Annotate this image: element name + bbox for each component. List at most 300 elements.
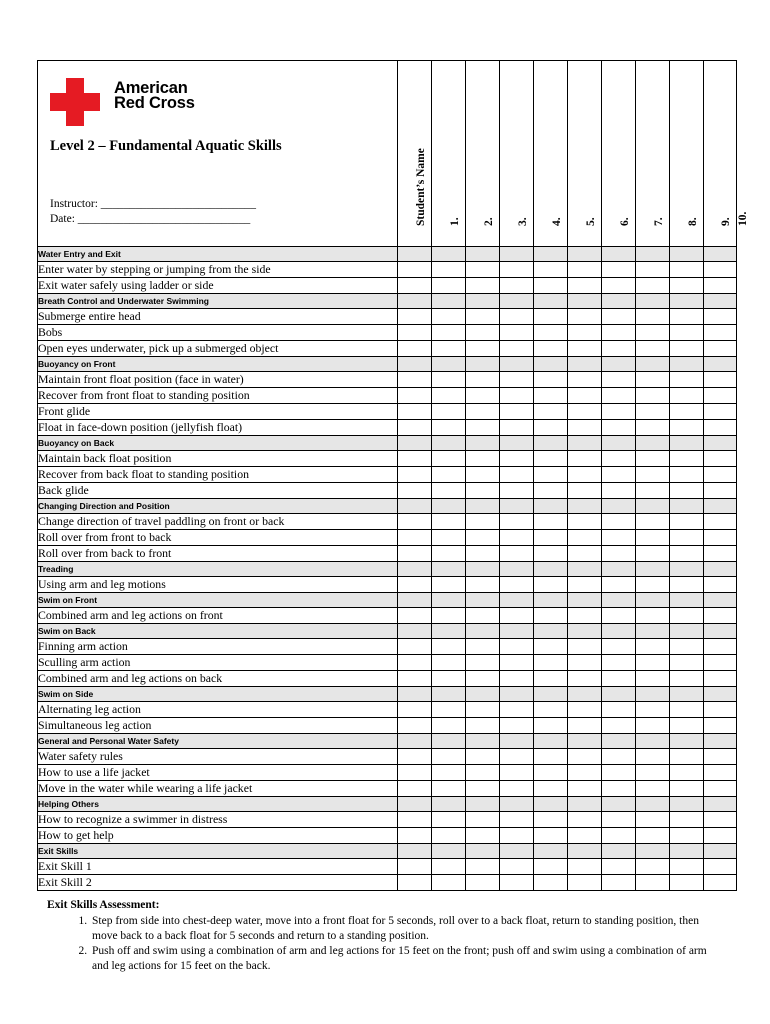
checkbox-cell[interactable] (500, 483, 534, 499)
checkbox-cell[interactable] (398, 420, 432, 436)
checkbox-cell[interactable] (568, 781, 602, 797)
checkbox-cell[interactable] (534, 404, 568, 420)
checkbox-cell[interactable] (602, 859, 636, 875)
checkbox-cell[interactable] (636, 467, 670, 483)
section-cell (534, 797, 568, 812)
checkbox-cell[interactable] (432, 608, 466, 624)
checkbox-cell[interactable] (534, 812, 568, 828)
skill-label: How to use a life jacket (38, 765, 398, 781)
checkbox-cell[interactable] (432, 639, 466, 655)
checkbox-cell[interactable] (500, 608, 534, 624)
section-cell (398, 436, 432, 451)
checkbox-cell[interactable] (466, 404, 500, 420)
checkbox-cell[interactable] (398, 702, 432, 718)
checkbox-cell[interactable] (432, 577, 466, 593)
checkbox-cell[interactable] (500, 514, 534, 530)
checkbox-cell[interactable] (466, 718, 500, 734)
checkbox-cell[interactable] (602, 781, 636, 797)
checkbox-cell[interactable] (534, 749, 568, 765)
checkbox-cell[interactable] (534, 765, 568, 781)
checkbox-cell[interactable] (534, 451, 568, 467)
checkbox-cell[interactable] (466, 671, 500, 687)
checkbox-cell[interactable] (466, 514, 500, 530)
checkbox-cell[interactable] (534, 278, 568, 294)
checkbox-cell[interactable] (534, 671, 568, 687)
checkbox-cell[interactable] (636, 341, 670, 357)
checkbox-cell[interactable] (636, 781, 670, 797)
checkbox-cell[interactable] (466, 875, 500, 891)
checkbox-cell[interactable] (466, 278, 500, 294)
checkbox-cell[interactable] (466, 859, 500, 875)
checkbox-cell[interactable] (704, 655, 737, 671)
checkbox-cell[interactable] (602, 828, 636, 844)
checkbox-cell[interactable] (432, 388, 466, 404)
checkbox-cell[interactable] (398, 404, 432, 420)
checkbox-cell[interactable] (398, 483, 432, 499)
checkbox-cell[interactable] (432, 530, 466, 546)
checkbox-cell[interactable] (602, 765, 636, 781)
checkbox-cell[interactable] (568, 451, 602, 467)
checkbox-cell[interactable] (466, 608, 500, 624)
checkbox-cell[interactable] (432, 483, 466, 499)
checkbox-cell[interactable] (398, 262, 432, 278)
checkbox-cell[interactable] (398, 309, 432, 325)
checkbox-cell[interactable] (398, 749, 432, 765)
checkbox-cell[interactable] (704, 404, 737, 420)
checkbox-cell[interactable] (670, 388, 704, 404)
checkbox-cell[interactable] (466, 262, 500, 278)
checkbox-cell[interactable] (398, 765, 432, 781)
checkbox-cell[interactable] (534, 608, 568, 624)
checkbox-cell[interactable] (398, 577, 432, 593)
checkbox-cell[interactable] (670, 702, 704, 718)
checkbox-cell[interactable] (534, 859, 568, 875)
checkbox-cell[interactable] (568, 467, 602, 483)
checkbox-cell[interactable] (500, 388, 534, 404)
checkbox-cell[interactable] (670, 718, 704, 734)
checkbox-cell[interactable] (568, 420, 602, 436)
checkbox-cell[interactable] (534, 702, 568, 718)
checkbox-cell[interactable] (466, 530, 500, 546)
checkbox-cell[interactable] (432, 372, 466, 388)
checkbox-cell[interactable] (568, 530, 602, 546)
checkbox-cell[interactable] (704, 859, 737, 875)
checkbox-cell[interactable] (704, 420, 737, 436)
checkbox-cell[interactable] (568, 514, 602, 530)
checkbox-cell[interactable] (670, 467, 704, 483)
checkbox-cell[interactable] (636, 514, 670, 530)
checkbox-cell[interactable] (602, 608, 636, 624)
checkbox-cell[interactable] (670, 828, 704, 844)
checkbox-cell[interactable] (568, 828, 602, 844)
checkbox-cell[interactable] (466, 546, 500, 562)
checkbox-cell[interactable] (636, 404, 670, 420)
checkbox-cell[interactable] (432, 404, 466, 420)
checkbox-cell[interactable] (704, 467, 737, 483)
checkbox-cell[interactable] (568, 278, 602, 294)
checkbox-cell[interactable] (568, 341, 602, 357)
checkbox-cell[interactable] (534, 655, 568, 671)
checkbox-cell[interactable] (636, 325, 670, 341)
checkbox-cell[interactable] (636, 577, 670, 593)
checkbox-cell[interactable] (568, 546, 602, 562)
checkbox-cell[interactable] (432, 309, 466, 325)
skill-label: Combined arm and leg actions on front (38, 608, 398, 624)
checkbox-cell[interactable] (636, 483, 670, 499)
checkbox-cell[interactable] (636, 655, 670, 671)
checkbox-cell[interactable] (466, 388, 500, 404)
checkbox-cell[interactable] (398, 278, 432, 294)
checkbox-cell[interactable] (500, 655, 534, 671)
checkbox-cell[interactable] (432, 702, 466, 718)
checkbox-cell[interactable] (398, 828, 432, 844)
checkbox-cell[interactable] (568, 404, 602, 420)
checkbox-cell[interactable] (602, 309, 636, 325)
checkbox-cell[interactable] (398, 608, 432, 624)
checkbox-cell[interactable] (602, 451, 636, 467)
checkbox-cell[interactable] (534, 325, 568, 341)
checkbox-cell[interactable] (500, 671, 534, 687)
checkbox-cell[interactable] (568, 262, 602, 278)
assessment-item: 1. Step from side into chest-deep water, move into a front float for 5 seconds, roll over to a back float, return to standing position, then move back to a back float for 5 seconds and return to a standing position. (90, 914, 707, 944)
checkbox-cell[interactable] (500, 325, 534, 341)
checkbox-cell[interactable] (568, 875, 602, 891)
checkbox-cell[interactable] (398, 325, 432, 341)
checkbox-cell[interactable] (602, 655, 636, 671)
checkbox-cell[interactable] (636, 262, 670, 278)
checkbox-cell[interactable] (568, 372, 602, 388)
checkbox-cell[interactable] (704, 514, 737, 530)
checkbox-cell[interactable] (432, 671, 466, 687)
checkbox-cell[interactable] (602, 530, 636, 546)
checkbox-cell[interactable] (636, 812, 670, 828)
checkbox-cell[interactable] (636, 765, 670, 781)
checkbox-cell[interactable] (398, 859, 432, 875)
checkbox-cell[interactable] (568, 639, 602, 655)
checkbox-cell[interactable] (500, 828, 534, 844)
checkbox-cell[interactable] (670, 859, 704, 875)
checkbox-cell[interactable] (602, 483, 636, 499)
section-title: Breath Control and Underwater Swimming (38, 294, 398, 309)
checkbox-cell[interactable] (670, 341, 704, 357)
checkbox-cell[interactable] (500, 718, 534, 734)
checkbox-cell[interactable] (670, 325, 704, 341)
checkbox-cell[interactable] (636, 859, 670, 875)
checkbox-cell[interactable] (398, 639, 432, 655)
checkbox-cell[interactable] (432, 859, 466, 875)
checkbox-cell[interactable] (704, 530, 737, 546)
checkbox-cell[interactable] (568, 671, 602, 687)
section-cell (398, 247, 432, 262)
checkbox-cell[interactable] (534, 828, 568, 844)
checkbox-cell[interactable] (704, 639, 737, 655)
checkbox-cell[interactable] (432, 718, 466, 734)
checkbox-cell[interactable] (466, 639, 500, 655)
checkbox-cell[interactable] (704, 278, 737, 294)
checkbox-cell[interactable] (398, 671, 432, 687)
checkbox-cell[interactable] (670, 812, 704, 828)
checkbox-cell[interactable] (670, 639, 704, 655)
checkbox-cell[interactable] (432, 278, 466, 294)
checkbox-cell[interactable] (636, 639, 670, 655)
checkbox-cell[interactable] (500, 875, 534, 891)
checkbox-cell[interactable] (500, 577, 534, 593)
checkbox-cell[interactable] (432, 325, 466, 341)
checkbox-cell[interactable] (432, 749, 466, 765)
checkbox-cell[interactable] (500, 420, 534, 436)
checkbox-cell[interactable] (500, 781, 534, 797)
checkbox-cell[interactable] (568, 655, 602, 671)
checkbox-cell[interactable] (568, 718, 602, 734)
checkbox-cell[interactable] (466, 781, 500, 797)
checkbox-cell[interactable] (636, 451, 670, 467)
checkbox-cell[interactable] (704, 451, 737, 467)
checkbox-cell[interactable] (704, 388, 737, 404)
checkbox-cell[interactable] (466, 325, 500, 341)
checkbox-cell[interactable] (704, 341, 737, 357)
checkbox-cell[interactable] (466, 341, 500, 357)
checkbox-cell[interactable] (602, 278, 636, 294)
checkbox-cell[interactable] (568, 577, 602, 593)
checkbox-cell[interactable] (636, 875, 670, 891)
checkbox-cell[interactable] (534, 420, 568, 436)
checkbox-cell[interactable] (602, 812, 636, 828)
checkbox-cell[interactable] (704, 875, 737, 891)
checkbox-cell[interactable] (432, 875, 466, 891)
checkbox-cell[interactable] (398, 467, 432, 483)
checkbox-cell[interactable] (636, 828, 670, 844)
checkbox-cell[interactable] (466, 577, 500, 593)
checkbox-cell[interactable] (636, 372, 670, 388)
checkbox-cell[interactable] (568, 749, 602, 765)
checkbox-cell[interactable] (670, 781, 704, 797)
checkbox-cell[interactable] (704, 577, 737, 593)
checkbox-cell[interactable] (466, 655, 500, 671)
checkbox-cell[interactable] (534, 514, 568, 530)
checkbox-cell[interactable] (704, 781, 737, 797)
checkbox-cell[interactable] (636, 388, 670, 404)
checkbox-cell[interactable] (500, 309, 534, 325)
checkbox-cell[interactable] (398, 514, 432, 530)
checkbox-cell[interactable] (534, 467, 568, 483)
checkbox-cell[interactable] (704, 372, 737, 388)
checkbox-cell[interactable] (704, 718, 737, 734)
checkbox-cell[interactable] (602, 671, 636, 687)
checkbox-cell[interactable] (602, 372, 636, 388)
checkbox-cell[interactable] (534, 781, 568, 797)
checkbox-cell[interactable] (500, 546, 534, 562)
checkbox-cell[interactable] (432, 546, 466, 562)
checkbox-cell[interactable] (636, 278, 670, 294)
checkbox-cell[interactable] (636, 749, 670, 765)
checkbox-cell[interactable] (602, 341, 636, 357)
checkbox-cell[interactable] (466, 483, 500, 499)
checkbox-cell[interactable] (466, 372, 500, 388)
checkbox-cell[interactable] (432, 781, 466, 797)
checkbox-cell[interactable] (466, 812, 500, 828)
checkbox-cell[interactable] (432, 341, 466, 357)
checkbox-cell[interactable] (602, 546, 636, 562)
checkbox-cell[interactable] (432, 655, 466, 671)
checkbox-cell[interactable] (500, 530, 534, 546)
checkbox-cell[interactable] (704, 828, 737, 844)
checkbox-cell[interactable] (670, 577, 704, 593)
checkbox-cell[interactable] (534, 875, 568, 891)
checkbox-cell[interactable] (568, 388, 602, 404)
checkbox-cell[interactable] (432, 467, 466, 483)
checkbox-cell[interactable] (670, 749, 704, 765)
checkbox-cell[interactable] (466, 749, 500, 765)
checkbox-cell[interactable] (568, 812, 602, 828)
checkbox-cell[interactable] (432, 451, 466, 467)
checkbox-cell[interactable] (704, 812, 737, 828)
checkbox-cell[interactable] (466, 309, 500, 325)
checkbox-cell[interactable] (704, 483, 737, 499)
checkbox-cell[interactable] (670, 262, 704, 278)
checkbox-cell[interactable] (534, 718, 568, 734)
section-cell (500, 687, 534, 702)
checkbox-cell[interactable] (500, 372, 534, 388)
checkbox-cell[interactable] (636, 608, 670, 624)
checkbox-cell[interactable] (636, 546, 670, 562)
checkbox-cell[interactable] (636, 718, 670, 734)
checkbox-cell[interactable] (500, 702, 534, 718)
checkbox-cell[interactable] (670, 671, 704, 687)
checkbox-cell[interactable] (602, 467, 636, 483)
checkbox-cell[interactable] (636, 671, 670, 687)
checkbox-cell[interactable] (500, 812, 534, 828)
checkbox-cell[interactable] (500, 404, 534, 420)
checkbox-cell[interactable] (602, 577, 636, 593)
checkbox-cell[interactable] (704, 765, 737, 781)
checkbox-cell[interactable] (670, 546, 704, 562)
skill-label: Change direction of travel paddling on front or back (38, 514, 398, 530)
checkbox-cell[interactable] (466, 702, 500, 718)
checkbox-cell[interactable] (534, 372, 568, 388)
checkbox-cell[interactable] (602, 262, 636, 278)
checkbox-cell[interactable] (670, 514, 704, 530)
checkbox-cell[interactable] (500, 451, 534, 467)
checkbox-cell[interactable] (500, 467, 534, 483)
checkbox-cell[interactable] (670, 404, 704, 420)
checkbox-cell[interactable] (704, 702, 737, 718)
checkbox-cell[interactable] (398, 388, 432, 404)
checkbox-cell[interactable] (704, 325, 737, 341)
checkbox-cell[interactable] (534, 341, 568, 357)
checkbox-cell[interactable] (398, 530, 432, 546)
checkbox-cell[interactable] (398, 875, 432, 891)
checkbox-cell[interactable] (500, 749, 534, 765)
checkbox-cell[interactable] (534, 577, 568, 593)
checkbox-cell[interactable] (432, 828, 466, 844)
section-cell (432, 593, 466, 608)
checkbox-cell[interactable] (568, 765, 602, 781)
checkbox-cell[interactable] (466, 451, 500, 467)
checkbox-cell[interactable] (670, 278, 704, 294)
checkbox-cell[interactable] (602, 420, 636, 436)
checkbox-cell[interactable] (704, 608, 737, 624)
checkbox-cell[interactable] (602, 875, 636, 891)
checkbox-cell[interactable] (534, 530, 568, 546)
checkbox-cell[interactable] (500, 859, 534, 875)
checkbox-cell[interactable] (602, 718, 636, 734)
checkbox-cell[interactable] (398, 812, 432, 828)
checkbox-cell[interactable] (398, 372, 432, 388)
checkbox-cell[interactable] (466, 467, 500, 483)
checkbox-cell[interactable] (602, 749, 636, 765)
checkbox-cell[interactable] (534, 309, 568, 325)
checkbox-cell[interactable] (636, 420, 670, 436)
checkbox-cell[interactable] (670, 875, 704, 891)
checkbox-cell[interactable] (432, 812, 466, 828)
checkbox-cell[interactable] (432, 262, 466, 278)
checkbox-cell[interactable] (602, 514, 636, 530)
checkbox-cell[interactable] (500, 341, 534, 357)
checkbox-cell[interactable] (670, 530, 704, 546)
checkbox-cell[interactable] (398, 546, 432, 562)
checkbox-cell[interactable] (500, 639, 534, 655)
checkbox-cell[interactable] (636, 702, 670, 718)
checkbox-cell[interactable] (398, 341, 432, 357)
checkbox-cell[interactable] (670, 655, 704, 671)
checkbox-cell[interactable] (500, 278, 534, 294)
checkbox-cell[interactable] (704, 749, 737, 765)
checkbox-cell[interactable] (704, 546, 737, 562)
checkbox-cell[interactable] (670, 765, 704, 781)
checkbox-cell[interactable] (398, 781, 432, 797)
checkbox-cell[interactable] (602, 639, 636, 655)
checkbox-cell[interactable] (466, 765, 500, 781)
checkbox-cell[interactable] (534, 262, 568, 278)
checkbox-cell[interactable] (704, 262, 737, 278)
checkbox-cell[interactable] (636, 530, 670, 546)
checkbox-cell[interactable] (670, 483, 704, 499)
checkbox-cell[interactable] (670, 451, 704, 467)
checkbox-cell[interactable] (534, 483, 568, 499)
checkbox-cell[interactable] (534, 388, 568, 404)
checkbox-cell[interactable] (568, 702, 602, 718)
checkbox-cell[interactable] (602, 404, 636, 420)
checkbox-cell[interactable] (568, 309, 602, 325)
checkbox-cell[interactable] (398, 655, 432, 671)
checkbox-cell[interactable] (534, 546, 568, 562)
checkbox-cell[interactable] (602, 325, 636, 341)
checkbox-cell[interactable] (670, 309, 704, 325)
checkbox-cell[interactable] (500, 262, 534, 278)
checkbox-cell[interactable] (670, 608, 704, 624)
checkbox-cell[interactable] (704, 309, 737, 325)
checkbox-cell[interactable] (636, 309, 670, 325)
checkbox-cell[interactable] (670, 372, 704, 388)
checkbox-cell[interactable] (568, 483, 602, 499)
checkbox-cell[interactable] (602, 702, 636, 718)
checkbox-cell[interactable] (500, 765, 534, 781)
checkbox-cell[interactable] (602, 388, 636, 404)
checkbox-cell[interactable] (398, 451, 432, 467)
checkbox-cell[interactable] (398, 718, 432, 734)
checkbox-cell[interactable] (432, 765, 466, 781)
checkbox-cell[interactable] (568, 608, 602, 624)
checkbox-cell[interactable] (432, 514, 466, 530)
checkbox-cell[interactable] (466, 420, 500, 436)
checkbox-cell[interactable] (704, 671, 737, 687)
checkbox-cell[interactable] (466, 828, 500, 844)
checkbox-cell[interactable] (670, 420, 704, 436)
checkbox-cell[interactable] (534, 639, 568, 655)
checkbox-cell[interactable] (568, 325, 602, 341)
checkbox-cell[interactable] (568, 859, 602, 875)
checkbox-cell[interactable] (432, 420, 466, 436)
